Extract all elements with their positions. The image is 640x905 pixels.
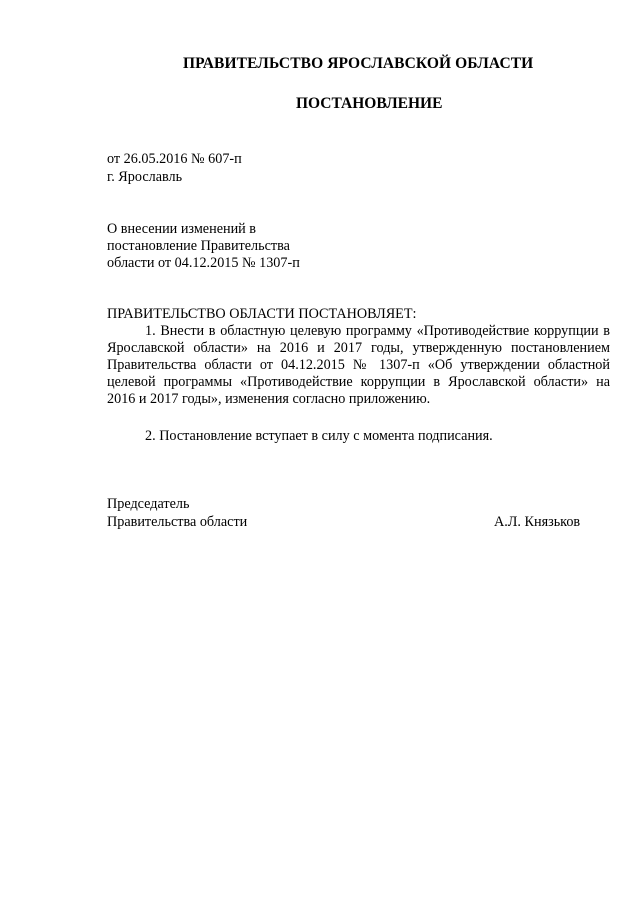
- signatory-name: А.Л. Князьков: [494, 514, 581, 530]
- resolution-item-2: [107, 428, 610, 445]
- resolution-item-1-text: 1. Внести в областную целевую программу «Противодействие коррупции в Ярославской области» на 2016 и 2017 годы, утвержденную постановлением Правительства области от 04.12.2015 № 1307-п «Об утверждении областной целевой программы «Противодействие коррупции в Ярославской области» на 2016 и 2017 годы», изменения согласно приложению.: [107, 323, 610, 407]
- subject-line-1: О внесении изменений в: [107, 221, 257, 237]
- document-type-title: ПОСТАНОВЛЕНИЕ: [296, 95, 443, 112]
- date-number: от 26.05.2016 № 607-п: [107, 151, 242, 167]
- government-title: ПРАВИТЕЛЬСТВО ЯРОСЛАВСКОЙ ОБЛАСТИ: [183, 55, 534, 72]
- signatory-position-line-1: Председатель: [107, 496, 190, 512]
- resolution-intro: ПРАВИТЕЛЬСТВО ОБЛАСТИ ПОСТАНОВЛЯЕТ:: [107, 306, 417, 322]
- resolution-item-2-text: 2. Постановление вступает в силу с момента подписания.: [145, 428, 493, 444]
- subject-line-3: области от 04.12.2015 № 1307-п: [107, 255, 300, 271]
- subject-line-2: постановление Правительства: [107, 238, 290, 254]
- city: г. Ярославль: [107, 169, 183, 185]
- signatory-position-line-2: Правительства области: [107, 514, 248, 530]
- resolution-item-1: [107, 323, 610, 408]
